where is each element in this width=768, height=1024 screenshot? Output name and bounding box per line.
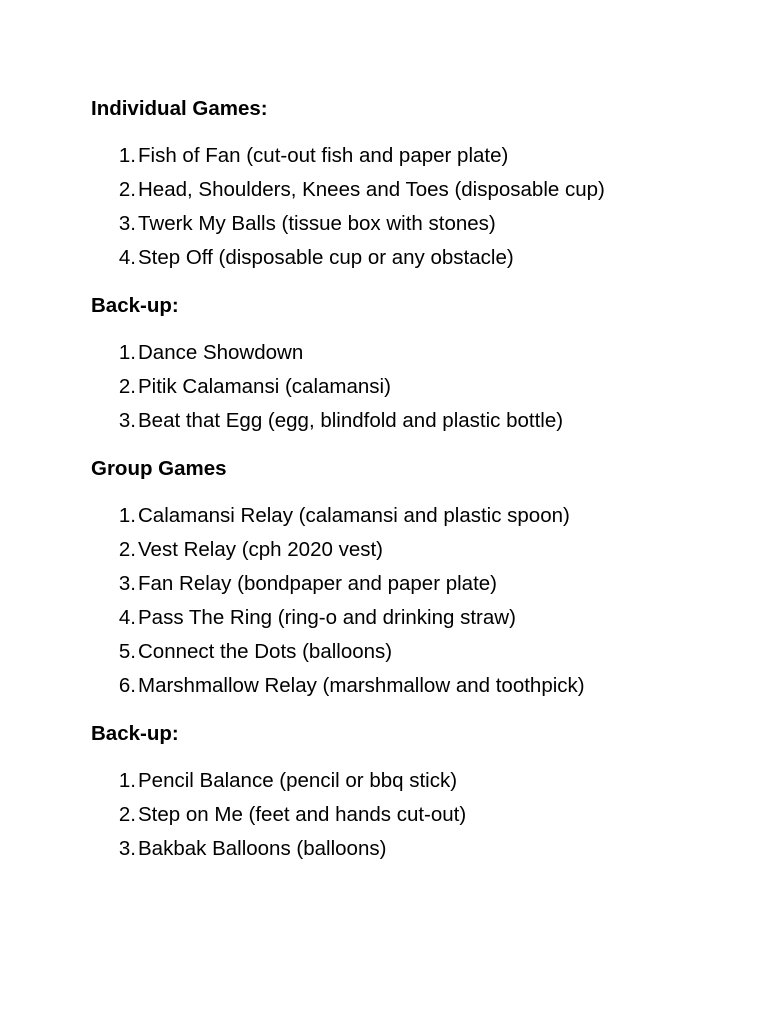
item-text: Beat that Egg (egg, blindfold and plastic bottle) [138, 409, 564, 432]
item-number: 6. [118, 674, 136, 697]
list-item [91, 207, 731, 241]
item-number: 3. [118, 409, 136, 432]
item-number: 1. [118, 341, 136, 364]
item-text: Step on Me (feet and hands cut-out) [138, 803, 467, 826]
list-item [91, 241, 731, 275]
item-number: 4. [118, 246, 136, 269]
list-item [91, 567, 731, 601]
list-item [91, 798, 731, 832]
item-number: 2. [118, 538, 136, 561]
list-item [91, 832, 731, 866]
item-text: Pitik Calamansi (calamansi) [138, 375, 391, 398]
item-number: 2. [118, 375, 136, 398]
list-item [91, 336, 731, 370]
group-games-list [91, 499, 731, 703]
item-text: Twerk My Balls (tissue box with stones) [138, 212, 496, 235]
item-text: Dance Showdown [138, 341, 304, 364]
item-text: Marshmallow Relay (marshmallow and toothpick) [138, 674, 585, 697]
item-text: Step Off (disposable cup or any obstacle) [138, 246, 514, 269]
item-number: 4. [118, 606, 136, 629]
item-text: Head, Shoulders, Knees and Toes (disposable cup) [138, 178, 605, 201]
item-number: 3. [118, 572, 136, 595]
list-item [91, 533, 731, 567]
item-number: 1. [118, 144, 136, 167]
individual-games-list [91, 139, 731, 275]
item-number: 3. [118, 837, 136, 860]
group-backup-list [91, 764, 731, 866]
section-heading-individual-games: Individual Games: [91, 97, 268, 120]
item-number: 3. [118, 212, 136, 235]
item-text: Vest Relay (cph 2020 vest) [138, 538, 383, 561]
list-item [91, 764, 731, 798]
item-text: Fish of Fan (cut-out fish and paper plate) [138, 144, 509, 167]
list-item [91, 499, 731, 533]
document-content [91, 96, 731, 884]
item-number: 5. [118, 640, 136, 663]
list-item [91, 404, 731, 438]
item-number: 2. [118, 178, 136, 201]
section-heading-backup-group: Back-up: [91, 722, 179, 745]
section-heading-group-games: Group Games [91, 457, 227, 480]
item-text: Calamansi Relay (calamansi and plastic spoon) [138, 504, 570, 527]
item-text: Fan Relay (bondpaper and paper plate) [138, 572, 497, 595]
item-text: Connect the Dots (balloons) [138, 640, 393, 663]
item-number: 1. [118, 769, 136, 792]
item-text: Pass The Ring (ring-o and drinking straw) [138, 606, 516, 629]
section-heading-backup-individual: Back-up: [91, 294, 179, 317]
item-number: 1. [118, 504, 136, 527]
list-item [91, 669, 731, 703]
list-item [91, 139, 731, 173]
item-text: Pencil Balance (pencil or bbq stick) [138, 769, 458, 792]
list-item [91, 370, 731, 404]
item-text: Bakbak Balloons (balloons) [138, 837, 387, 860]
item-number: 2. [118, 803, 136, 826]
list-item [91, 601, 731, 635]
individual-backup-list [91, 336, 731, 438]
list-item [91, 173, 731, 207]
list-item [91, 635, 731, 669]
